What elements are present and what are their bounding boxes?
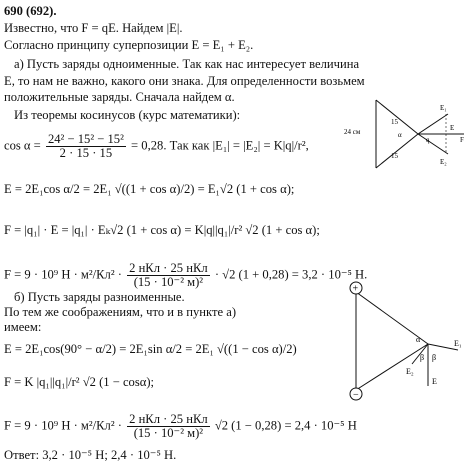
fig1-e1-label: E₁ [440, 104, 447, 112]
cos-fraction [46, 133, 126, 160]
cos-numerator: 24² − 15² − 15² [47, 132, 124, 146]
text-line-b3: имеем: [4, 320, 42, 334]
f-calc-b-lhs: F = 9 · 10⁹ Н · м²/Кл² · [4, 418, 122, 433]
f-calc-a [4, 262, 367, 289]
fig1-e2-vector [418, 134, 448, 154]
f-calc-b-num: 2 нКл · 25 нКл [129, 412, 208, 426]
f-calc-b-fraction [127, 413, 210, 440]
f-calc-a-den: (15 · 10⁻² м)² [133, 275, 204, 289]
fig1-side-1 [376, 100, 418, 134]
cosine-formula [4, 133, 309, 160]
fig2-beta1-label: β [420, 353, 425, 362]
fig1-side1-label: 15 [391, 118, 398, 126]
figure-opposite-charges [340, 278, 470, 408]
fig2-minus-label: − [353, 389, 359, 401]
fig1-f-label: F [460, 136, 464, 144]
text-line-4: E, то нам не важно, какого они знака. Для определенности возьмем [4, 74, 365, 88]
fig1-q-label: q [426, 136, 430, 144]
f-calc-a-num: 2 нКл · 25 нКл [129, 261, 208, 275]
text-line-b2: По тем же соображениям, что и в пункте а) [4, 305, 237, 319]
f-calc-b [4, 413, 357, 440]
f-calc-b-rhs: √2 (1 − 0,28) = 2,4 · 10⁻⁵ Н [214, 418, 357, 433]
fig1-e-label: E [450, 124, 455, 132]
fig2-angle-label: α [416, 335, 421, 344]
f-calc-a-rhs: · √2 (1 + 0,28) = 3,2 · 10⁻⁵ Н. [214, 267, 368, 282]
fig1-angle-label: α [398, 131, 402, 139]
fig2-e-label: E [432, 377, 437, 386]
cos-rhs: = 0,28. Так как |E₁| = |E₂| = K|q|/r², [131, 138, 309, 153]
fig2-side-2 [356, 344, 428, 390]
fig1-side-2 [376, 134, 418, 168]
fig1-base-label: 24 см [344, 128, 361, 136]
e-formula-b: E = 2E₁cos(90° − α/2) = 2E₁sin α/2 = 2E₁ √((1 − cos α)/2) [4, 342, 297, 356]
fig1-side2-label: 15 [391, 152, 398, 160]
fig2-beta2-label: β [432, 353, 437, 362]
f-calc-a-lhs: F = 9 · 10⁹ Н · м²/Кл² · [4, 267, 122, 282]
e-formula-a: E = 2E₁cos α/2 = 2E₁ √((1 + cos α)/2) = E₁√2 (1 + cos α); [4, 182, 295, 196]
fig1-e1-vector [418, 114, 448, 134]
text-line-3: а) Пусть заряды одноименные. Так как нас интересует величина [14, 57, 360, 71]
text-line-5: положительные заряды. Сначала найдем α. [4, 90, 235, 104]
fig2-plus-label: + [352, 283, 359, 295]
f-calc-a-fraction [127, 262, 210, 289]
f-formula-b: F = K |q₁||q₁|/r² √2 (1 − cosα); [4, 375, 155, 389]
answer-line: Ответ: 3,2 · 10⁻⁵ Н; 2,4 · 10⁻⁵ Н. [4, 448, 177, 462]
fig2-e2-label: E₂ [406, 367, 414, 376]
fig2-e1-label: E₁ [454, 339, 462, 348]
text-line-2: Согласно принципу суперпозиции E = E₁ + E₂. [4, 38, 254, 52]
fig1-e2-label: E₂ [440, 158, 447, 166]
f-calc-b-den: (15 · 10⁻² м)² [133, 426, 204, 440]
figure-like-charges [338, 96, 472, 174]
text-line-1: Известно, что F = qE. Найдем |E|. [4, 21, 183, 35]
cos-denominator: 2 · 15 · 15 [59, 146, 113, 160]
f-formula-a: F = |q₁| · E = |q₁| · Eₖ√2 (1 + cos α) = K|q||q₁|/r² √2 (1 + cos α); [4, 223, 320, 237]
problem-number: 690 (692). [4, 4, 57, 18]
cos-lhs: cos α = [4, 138, 41, 153]
text-line-b1: б) Пусть заряды разноименные. [14, 290, 185, 304]
text-line-6: Из теоремы косинусов (курс математики): [14, 108, 241, 122]
